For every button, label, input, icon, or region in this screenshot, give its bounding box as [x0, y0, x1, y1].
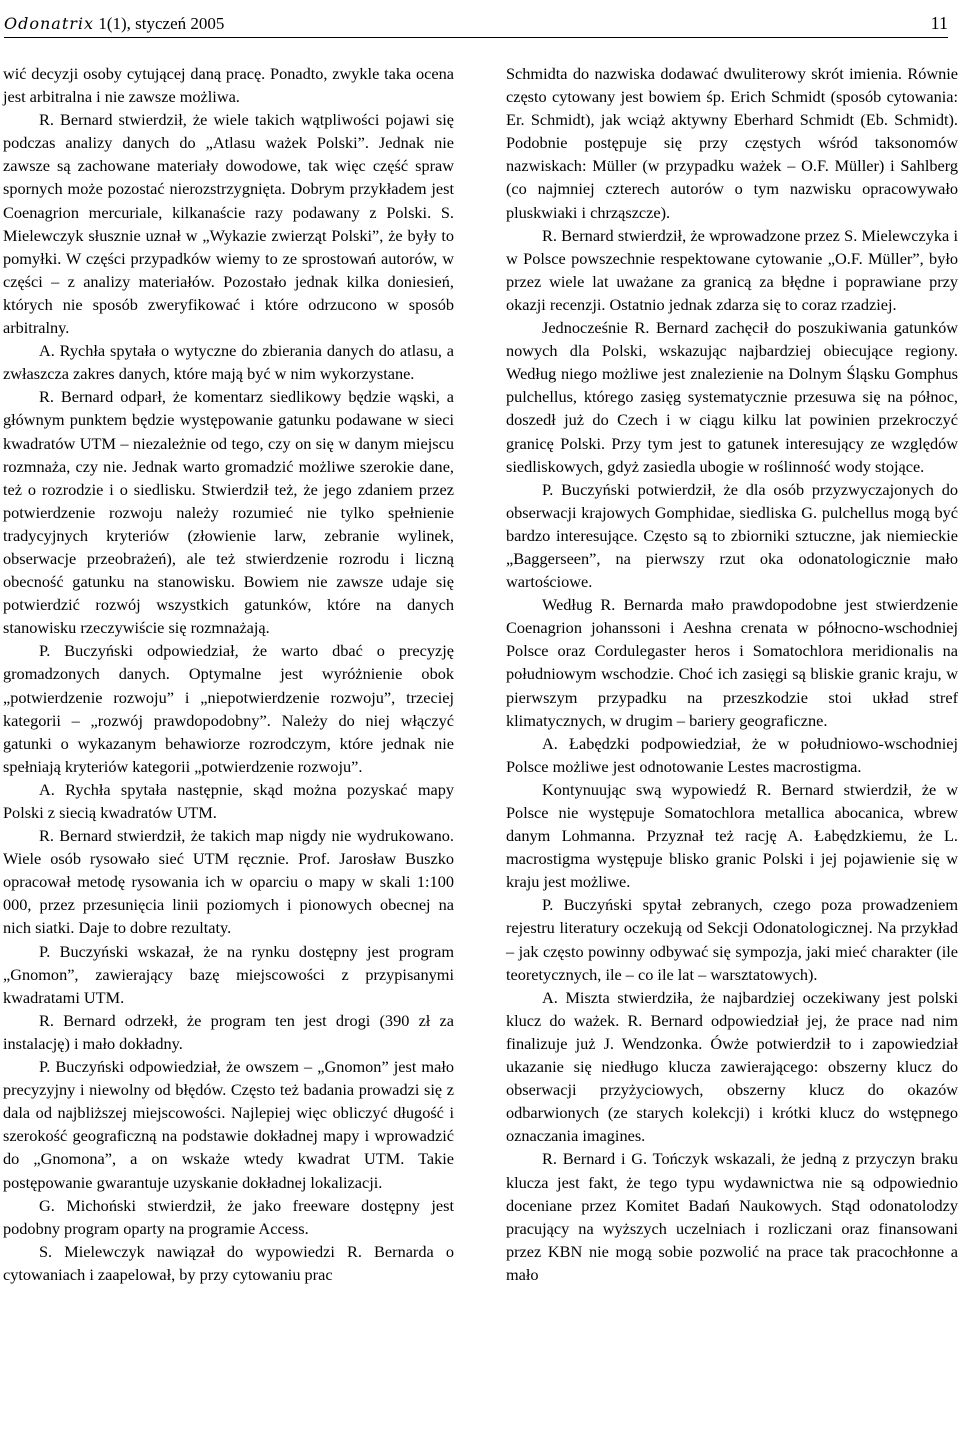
paragraph: P. Buczyński wskazał, że na rynku dostępny jest program „Gnomon”, zawierający bazę miejscowości z przypisanymi kwadratami UTM. — [3, 941, 454, 1007]
paragraph: P. Buczyński spytał zebranych, czego poza prowadzeniem rejestru literatury oczekują od Sekcji Odonatologicznej. Na przykład – jak często powinny odbywać się sympozja, jaki mieć charakter (ile teoretycznych, ile – co ile lat – warsztatowych). — [506, 895, 958, 984]
paragraph: R. Bernard odparł, że komentarz siedlikowy będzie wąski, a głównym punktem będzie występowanie gatunku podawane w sieci kwadratów UTM – niezależnie od tego, czy on się w danym miejscu rozmnaża, czy nie. Jednak warto gromadzić możliwe szerokie dane, też o rozrodzie i o siedlisku. Stwierdził też, że jego zdaniem przez potwierdzenie rozwoju należy rozumieć nie tylko spełnienie tradycyjnych kryteriów (złowienie larw, zebranie wylinek, obserwacje przeobrażeń), ale też stwierdzenie rozrodu i liczną obecność gatunku na stanowisku. Bowiem nie zawsze udaje się potwierdzić rozwój wszystkich gatunków, które na danych stanowisku rzeczywiście się rozmnażają. — [3, 387, 454, 638]
paragraph: A. Rychła spytała o wytyczne do zbierania danych do atlasu, a zwłaszcza zakres danych, które mają być w nim wykorzystane. — [3, 341, 454, 384]
journal-name: Odonatrix — [4, 14, 95, 33]
page-header — [4, 0, 948, 38]
paragraph: G. Michoński stwierdził, że jako freeware dostępny jest podobny program oparty na programie Access. — [3, 1195, 454, 1238]
paragraph: R. Bernard stwierdził, że wprowadzone przez S. Mielewczyka i w Polsce powszechnie respektowane cytowanie „O.F. Müller”, było przez wiele lat uważane za granicą za błędne i poprawiane przy okazji recenzji. Ostatnio jednak zdarza się to coraz rzadziej. — [506, 225, 958, 314]
paragraph: R. Bernard stwierdził, że takich map nigdy nie wydrukowano. Wiele osób rysowało sieć UTM ręcznie. Prof. Jarosław Buszko opracował metodę rysowania ich w oparciu o mapy w skali 1:100 000, przez przesunięcia linii poziomych i pionowych obecnej na nich siatki. Daje to dobre rezultaty. — [3, 826, 454, 938]
right-column — [506, 62, 958, 1286]
page-number: 11 — [930, 13, 948, 33]
paragraph: wić decyzji osoby cytującej daną pracę. Ponadto, zwykle taka ocena jest arbitralna i nie zawsze możliwa. — [3, 64, 454, 107]
header-left — [4, 14, 224, 34]
paragraph: P. Buczyński odpowiedział, że owszem – „Gnomon” jest mało precyzyjny i niewolny od błędów. Często też badania prowadzi się z dala od najbliższej miejscowości. Najlepiej więc obliczyć długość i szerokość geograficzną na podstawie dokładnej mapy i wprowadzić do „Gnomona”, a on wskaże wtedy kwadrat UTM. Takie postępowanie gwarantuje uzyskanie dokładnej lokalizacji. — [3, 1057, 454, 1192]
paragraph: R. Bernard i G. Tończyk wskazali, że jedną z przyczyn braku klucza jest fakt, że tego typu wydawnictwa nie są odpowiednio doceniane przez Komitet Badań Naukowych. Stąd odonatolodzy pracujący na wyższych uczelniach i rozliczani oraz finansowani przez KBN nie mogą sobie pozwolić na prace tak pracochłonne a mało — [506, 1149, 958, 1284]
paragraph: Według R. Bernarda mało prawdopodobne jest stwierdzenie Coenagrion johanssoni i Aeshna crenata w północno-wschodniej Polsce oraz Cordulegaster heros i Somatochlora meridionalis na południowym wschodzie. Choć ich zasięgi są bliskie granic kraju, w pierwszym przypadku na przeszkodzie stoi układ stref klimatycznych, w drugim – bariery geograficzne. — [506, 595, 958, 730]
left-column — [3, 62, 454, 1286]
paragraph: Schmidta do nazwiska dodawać dwuliterowy skrót imienia. Równie często cytowany jest bowiem śp. Erich Schmidt (sposób cytowania: Er. Schmidt), jak wciąż aktywny Eberhard Schmidt (Eb. Schmidt). Podobnie postępuje się przy częstych wśród taksonomów nazwiskach: Müller (w przypadku ważek – O.F. Müller) i Sahlberg (co najmniej czterech autorów o tym nazwisku opracowywało pluskwiaki i chrząszcze). — [506, 64, 958, 222]
paragraph: P. Buczyński potwierdził, że dla osób przyzwyczajonych do obserwacji krajowych Gomphidae, siedliska G. pulchellus mogą być bardzo interesujące. Często są to zbiorniki sztuczne, jak niemieckie „Baggerseen”, na pierwszy rzut oka odonatologicznie mało wartościowe. — [506, 479, 958, 592]
paragraph: Jednocześnie R. Bernard zachęcił do poszukiwania gatunków nowych dla Polski, wskazując najbardziej obiecujące regiony. Według niego możliwe jest znalezienie na Dolnym Śląsku Gomphus pulchellus, którego zasięg systematycznie przesuwa się na północ, doszedł już do Czech i w ciągu kilku lat powinien przekroczyć granicę Polski. Przy tym jest to gatunek interesujący ze względów siedliskowych, gdyż zasiedla ubogie w roślinność wody stojące. — [506, 318, 958, 476]
paragraph: Kontynuując swą wypowiedź R. Bernard stwierdził, że w Polsce nie występuje Somatochlora metallica abocanica, wbrew danym Lohmanna. Przyznał też rację A. Łabędzkiemu, że L. macrostigma występuje blisko granic Polski i jej pojawienie się w kraju jest możliwe. — [506, 779, 958, 892]
paragraph: S. Mielewczyk nawiązał do wypowiedzi R. Bernarda o cytowaniach i zaapelował, by przy cytowaniu prac — [3, 1241, 454, 1284]
paragraph: P. Buczyński odpowiedział, że warto dbać o precyzję gromadzonych danych. Optymalne jest wyróżnienie obok „potwierdzenie rozwoju” i „niepotwierdzenie rozwoju”, trzeciej kategorii – „rozwój prawdopodobny”. Należy do niej włączyć gatunki o wykazanym behawiorze rozrodczym, które jednak nie spełniają kryteriów kategorii „potwierdzenie rozwoju”. — [3, 641, 454, 776]
paragraph: A. Rychła spytała następnie, skąd można pozyskać mapy Polski z siecią kwadratów UTM. — [3, 779, 454, 822]
paragraph: R. Bernard odrzekł, że program ten jest drogi (390 zł za instalację) i mało dokładny. — [3, 1010, 454, 1053]
paragraph: R. Bernard stwierdził, że wiele takich wątpliwości pojawi się podczas analizy danych do „Atlasu ważek Polski”. Jednak nie zawsze są zachowane materiały dowodowe, tak więc część spraw spornych może pozostać nierozstrzygnięta. Dobrym przykładem jest Coenagrion mercuriale, kilkanaście razy podawany z Polski. S. Mielewczyk słusznie uznał w „Wykazie zwierząt Polski”, że były to pomyłki. W części przypadków wiemy to ze sprostowań autorów, w części – z analizy materiałów. Pozostało jednak kilka doniesień, których nie sposób zweryfikować i które odrzucono w sposób arbitralny. — [3, 110, 454, 338]
issue-info: 1(1), styczeń 2005 — [98, 14, 225, 33]
paragraph: A. Łabędzki podpowiedział, że w południowo-wschodniej Polsce możliwe jest odnotowanie Lestes macrostigma. — [506, 733, 958, 776]
paragraph: A. Miszta stwierdziła, że najbardziej oczekiwany jest polski klucz do ważek. R. Bernard odpowiedział jej, że prace nad nim finalizuje już J. Wendzonka. Ówże potwierdził to i zapowiedział ukazanie się niedługo klucza zawierającego: obszerny klucz do obserwacji przyżyciowych, obszerny klucz do okazów odbarwionych (ze starych kolekcji) i krótki klucz do wstępnego oznaczania imagines. — [506, 987, 958, 1146]
